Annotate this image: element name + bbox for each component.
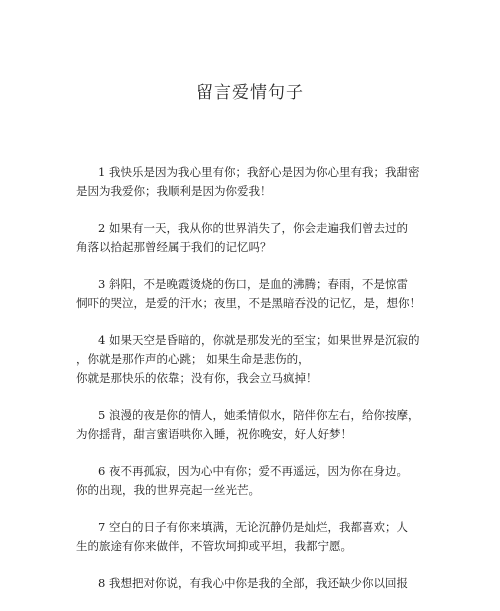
entry-line: 你就是那快乐的依靠；没有你，我会立马疯掉！ <box>76 371 318 385</box>
entry-line: 恫吓的哭泣，是爱的汗水；夜里，不是黑暗吞没的记忆，是，想你！ <box>76 296 421 310</box>
entry-2 <box>76 219 416 257</box>
entry-6 <box>76 462 416 500</box>
entry-line: ，你就是那作声的心跳； 如果生命是悲伤的， <box>76 352 310 366</box>
entry-line: 4 如果天空是昏暗的，你就是那发光的至宝；如果世界是沉寂的 <box>98 333 420 347</box>
page-title: 留言爱情句子 <box>196 83 304 103</box>
entry-line: 1 我快乐是因为我心里有你；我舒心是因为你心里有我；我甜密 <box>98 165 420 179</box>
entry-line: 7 空白的日子有你来填满，无论沉静仍是灿烂，我都喜欢；人 <box>98 520 408 534</box>
entry-line: 5 浪漫的夜是你的情人，她柔情似水，陪伴你左右，给你按摩， <box>98 408 420 422</box>
entry-3 <box>76 275 421 313</box>
entry-line: 角落以拾起那曾经属于我们的记忆吗？ <box>76 240 272 254</box>
entry-line: 是因为我爱你；我顺利是因为你爱我！ <box>76 184 272 198</box>
entry-line: 6 夜不再孤寂，因为心中有你；爱不再遥远，因为你在身边。 <box>98 464 408 478</box>
entry-line: 生的旅途有你来做伴，不管坎坷抑或平坦，我都宁愿。 <box>76 539 352 553</box>
entry-line: 2 如果有一天，我从你的世界消失了，你会走遍我们曾去过的 <box>98 221 408 235</box>
entry-line: 8 我想把对你说，有我心中你是我的全部，我还缺少你以回报 <box>98 576 408 590</box>
entry-5 <box>76 406 420 444</box>
entry-8 <box>76 574 416 593</box>
entry-1 <box>76 163 420 201</box>
entry-line: 3 斜阳，不是晚霞烫烧的伤口，是血的沸腾；春雨，不是惊雷 <box>98 277 408 291</box>
entry-7 <box>76 518 416 556</box>
entry-line: 为你揺背，甜言蜜语哄你入睡，祝你晚安，好人好梦！ <box>76 427 352 441</box>
entries-list <box>76 163 421 611</box>
entry-line: 你的出现，我的世界亮起一丝光芒。 <box>76 483 260 497</box>
entry-4 <box>76 331 420 388</box>
